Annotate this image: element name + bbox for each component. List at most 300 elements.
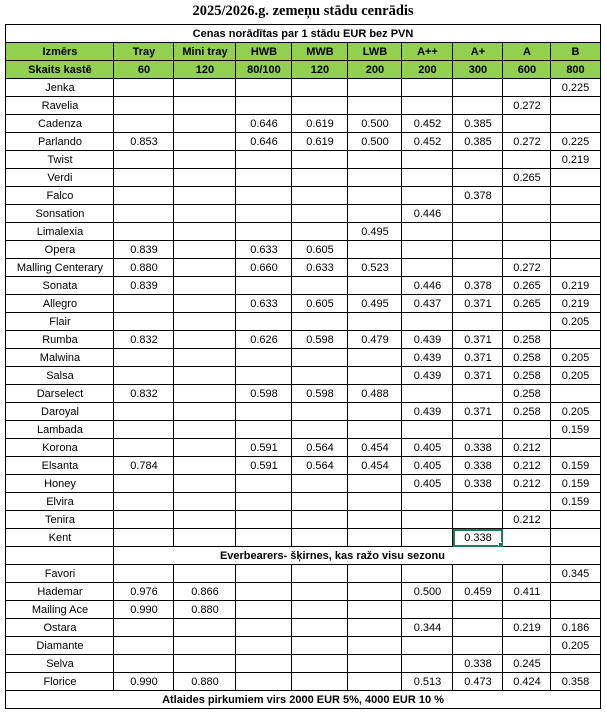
price-cell[interactable]: 0.495 <box>348 295 402 313</box>
price-cell[interactable] <box>348 151 402 169</box>
variety-name[interactable]: Daroyal <box>6 403 114 421</box>
price-cell[interactable]: 0.258 <box>503 367 551 385</box>
price-cell[interactable] <box>453 421 503 439</box>
price-cell[interactable]: 0.853 <box>114 133 174 151</box>
price-cell[interactable]: 0.159 <box>551 493 600 511</box>
price-cell[interactable] <box>503 313 551 331</box>
price-cell[interactable]: 0.605 <box>292 295 348 313</box>
price-cell[interactable] <box>503 223 551 241</box>
price-cell[interactable] <box>114 115 174 133</box>
price-cell[interactable] <box>292 367 348 385</box>
variety-name[interactable]: Hademar <box>6 583 114 601</box>
price-cell[interactable] <box>292 529 348 547</box>
price-cell[interactable] <box>551 385 600 403</box>
price-cell[interactable] <box>348 367 402 385</box>
price-cell[interactable]: 0.591 <box>236 439 292 457</box>
price-cell[interactable]: 0.619 <box>292 115 348 133</box>
price-cell[interactable] <box>292 601 348 619</box>
price-cell[interactable]: 0.646 <box>236 133 292 151</box>
variety-name[interactable]: Malling Centerary <box>6 259 114 277</box>
price-cell[interactable] <box>551 583 600 601</box>
variety-name[interactable]: Parlando <box>6 133 114 151</box>
price-cell[interactable] <box>453 241 503 259</box>
price-cell[interactable]: 0.358 <box>551 673 600 691</box>
price-cell[interactable]: 0.839 <box>114 277 174 295</box>
price-cell[interactable] <box>402 97 453 115</box>
variety-name[interactable]: Opera <box>6 241 114 259</box>
price-cell[interactable] <box>292 421 348 439</box>
price-cell[interactable] <box>174 259 236 277</box>
variety-name[interactable]: Rumba <box>6 331 114 349</box>
price-cell[interactable] <box>174 205 236 223</box>
price-cell[interactable] <box>292 205 348 223</box>
price-cell[interactable] <box>551 529 600 547</box>
price-cell[interactable]: 0.411 <box>503 583 551 601</box>
variety-name[interactable]: Salsa <box>6 367 114 385</box>
price-cell[interactable] <box>402 529 453 547</box>
variety-name[interactable]: Flair <box>6 313 114 331</box>
price-cell[interactable]: 0.159 <box>551 475 600 493</box>
price-cell[interactable]: 0.500 <box>348 115 402 133</box>
price-cell[interactable]: 0.186 <box>551 619 600 637</box>
price-cell[interactable] <box>236 349 292 367</box>
price-cell[interactable] <box>114 493 174 511</box>
price-cell[interactable]: 0.212 <box>503 511 551 529</box>
price-cell[interactable] <box>174 223 236 241</box>
price-cell[interactable] <box>348 349 402 367</box>
price-cell[interactable] <box>174 187 236 205</box>
price-cell[interactable] <box>348 277 402 295</box>
price-cell[interactable]: 0.598 <box>292 331 348 349</box>
price-cell[interactable] <box>292 313 348 331</box>
price-cell[interactable] <box>402 601 453 619</box>
price-cell[interactable]: 0.626 <box>236 331 292 349</box>
price-cell[interactable] <box>292 223 348 241</box>
price-cell[interactable]: 0.439 <box>402 403 453 421</box>
price-cell[interactable]: 0.272 <box>503 133 551 151</box>
price-cell[interactable] <box>114 655 174 673</box>
price-cell[interactable] <box>348 187 402 205</box>
price-cell[interactable]: 0.405 <box>402 457 453 475</box>
price-cell[interactable] <box>292 403 348 421</box>
price-cell[interactable]: 0.258 <box>503 349 551 367</box>
variety-name[interactable]: Honey <box>6 475 114 493</box>
price-cell[interactable]: 0.265 <box>503 295 551 313</box>
variety-name[interactable]: Darselect <box>6 385 114 403</box>
price-cell[interactable]: 0.646 <box>236 115 292 133</box>
price-cell[interactable] <box>551 223 600 241</box>
price-cell[interactable] <box>402 187 453 205</box>
variety-name[interactable]: Ostara <box>6 619 114 637</box>
price-cell[interactable] <box>174 169 236 187</box>
price-cell[interactable] <box>402 655 453 673</box>
price-cell[interactable]: 0.258 <box>503 385 551 403</box>
price-cell[interactable] <box>114 79 174 97</box>
price-cell[interactable] <box>174 421 236 439</box>
price-cell[interactable] <box>453 313 503 331</box>
price-cell[interactable] <box>236 637 292 655</box>
price-cell[interactable]: 0.591 <box>236 457 292 475</box>
price-cell[interactable]: 0.446 <box>402 277 453 295</box>
price-cell[interactable] <box>402 421 453 439</box>
price-cell[interactable] <box>348 619 402 637</box>
variety-name[interactable]: Sonata <box>6 277 114 295</box>
price-cell[interactable] <box>236 187 292 205</box>
price-cell[interactable] <box>402 565 453 583</box>
price-cell[interactable]: 0.219 <box>551 295 600 313</box>
price-cell[interactable] <box>453 511 503 529</box>
price-cell[interactable] <box>551 331 600 349</box>
price-cell[interactable]: 0.459 <box>453 583 503 601</box>
price-cell[interactable] <box>236 97 292 115</box>
price-cell[interactable]: 0.473 <box>453 673 503 691</box>
price-cell[interactable] <box>503 529 551 547</box>
price-cell[interactable]: 0.839 <box>114 241 174 259</box>
price-cell[interactable] <box>453 97 503 115</box>
price-cell[interactable] <box>114 475 174 493</box>
price-cell[interactable] <box>236 169 292 187</box>
price-cell[interactable] <box>551 655 600 673</box>
price-cell[interactable] <box>551 187 600 205</box>
price-cell[interactable]: 0.880 <box>174 673 236 691</box>
price-cell[interactable] <box>348 421 402 439</box>
price-cell[interactable] <box>236 313 292 331</box>
price-cell[interactable] <box>236 421 292 439</box>
variety-name[interactable]: Twist <box>6 151 114 169</box>
price-cell[interactable] <box>348 673 402 691</box>
price-cell[interactable] <box>114 349 174 367</box>
price-cell[interactable] <box>174 403 236 421</box>
price-cell[interactable]: 0.371 <box>453 367 503 385</box>
price-cell[interactable]: 0.219 <box>503 619 551 637</box>
price-cell[interactable] <box>348 511 402 529</box>
price-cell[interactable] <box>114 529 174 547</box>
price-cell[interactable] <box>348 583 402 601</box>
price-cell[interactable] <box>348 403 402 421</box>
price-cell[interactable]: 0.159 <box>551 421 600 439</box>
price-cell[interactable] <box>402 151 453 169</box>
price-cell[interactable]: 0.500 <box>348 133 402 151</box>
price-cell[interactable]: 0.513 <box>402 673 453 691</box>
price-cell[interactable]: 0.633 <box>292 259 348 277</box>
price-cell[interactable] <box>292 619 348 637</box>
price-cell[interactable] <box>114 151 174 169</box>
price-cell[interactable] <box>114 97 174 115</box>
price-cell[interactable] <box>174 493 236 511</box>
variety-name[interactable]: Mailing Ace <box>6 601 114 619</box>
variety-name[interactable]: Malwina <box>6 349 114 367</box>
price-cell[interactable] <box>174 511 236 529</box>
variety-name[interactable]: Verdi <box>6 169 114 187</box>
price-cell[interactable] <box>292 475 348 493</box>
price-cell[interactable] <box>174 79 236 97</box>
price-cell[interactable] <box>174 313 236 331</box>
price-cell[interactable] <box>174 133 236 151</box>
price-cell[interactable]: 0.832 <box>114 331 174 349</box>
price-cell[interactable]: 0.633 <box>236 295 292 313</box>
price-cell[interactable] <box>174 385 236 403</box>
price-cell[interactable] <box>174 655 236 673</box>
price-cell[interactable]: 0.219 <box>551 151 600 169</box>
price-cell[interactable]: 0.866 <box>174 583 236 601</box>
price-cell[interactable] <box>402 385 453 403</box>
price-cell[interactable] <box>453 79 503 97</box>
price-cell[interactable] <box>292 277 348 295</box>
variety-name[interactable]: Sonsation <box>6 205 114 223</box>
price-cell[interactable]: 0.439 <box>402 367 453 385</box>
price-cell[interactable]: 0.488 <box>348 385 402 403</box>
price-cell[interactable]: 0.832 <box>114 385 174 403</box>
price-cell[interactable]: 0.225 <box>551 79 600 97</box>
price-cell[interactable]: 0.378 <box>453 277 503 295</box>
price-cell[interactable] <box>453 205 503 223</box>
price-cell[interactable] <box>453 493 503 511</box>
price-cell[interactable] <box>453 565 503 583</box>
price-cell[interactable] <box>503 421 551 439</box>
price-cell[interactable] <box>174 637 236 655</box>
price-cell[interactable]: 0.219 <box>551 277 600 295</box>
price-cell[interactable] <box>292 169 348 187</box>
price-cell[interactable]: 0.454 <box>348 439 402 457</box>
price-cell[interactable] <box>292 565 348 583</box>
price-cell[interactable] <box>292 349 348 367</box>
price-cell[interactable]: 0.378 <box>453 187 503 205</box>
price-cell[interactable] <box>114 295 174 313</box>
price-cell[interactable]: 0.385 <box>453 133 503 151</box>
price-cell[interactable] <box>236 223 292 241</box>
price-cell[interactable] <box>402 169 453 187</box>
price-cell[interactable]: 0.564 <box>292 439 348 457</box>
price-cell[interactable] <box>402 259 453 277</box>
price-cell[interactable]: 0.338 <box>453 529 503 547</box>
price-cell[interactable]: 0.479 <box>348 331 402 349</box>
price-cell[interactable] <box>114 205 174 223</box>
price-cell[interactable]: 0.159 <box>551 457 600 475</box>
price-cell[interactable] <box>114 637 174 655</box>
price-cell[interactable] <box>348 655 402 673</box>
price-cell[interactable]: 0.212 <box>503 475 551 493</box>
price-cell[interactable]: 0.495 <box>348 223 402 241</box>
price-cell[interactable] <box>348 475 402 493</box>
price-cell[interactable] <box>453 259 503 277</box>
price-cell[interactable]: 0.371 <box>453 349 503 367</box>
price-cell[interactable]: 0.452 <box>402 133 453 151</box>
price-cell[interactable]: 0.205 <box>551 349 600 367</box>
price-cell[interactable] <box>503 79 551 97</box>
price-cell[interactable]: 0.338 <box>453 655 503 673</box>
price-cell[interactable]: 0.619 <box>292 133 348 151</box>
price-cell[interactable]: 0.880 <box>174 601 236 619</box>
price-cell[interactable] <box>503 151 551 169</box>
price-cell[interactable] <box>292 97 348 115</box>
price-cell[interactable] <box>114 223 174 241</box>
price-cell[interactable] <box>551 601 600 619</box>
price-cell[interactable]: 0.205 <box>551 637 600 655</box>
price-cell[interactable]: 0.212 <box>503 439 551 457</box>
price-cell[interactable] <box>236 601 292 619</box>
price-cell[interactable] <box>174 565 236 583</box>
price-cell[interactable]: 0.205 <box>551 367 600 385</box>
price-cell[interactable] <box>292 151 348 169</box>
price-cell[interactable]: 0.446 <box>402 205 453 223</box>
price-cell[interactable]: 0.523 <box>348 259 402 277</box>
price-cell[interactable] <box>503 493 551 511</box>
price-cell[interactable] <box>292 511 348 529</box>
price-cell[interactable]: 0.598 <box>292 385 348 403</box>
price-cell[interactable]: 0.265 <box>503 169 551 187</box>
price-cell[interactable]: 0.880 <box>114 259 174 277</box>
price-cell[interactable] <box>114 619 174 637</box>
price-cell[interactable] <box>236 79 292 97</box>
price-cell[interactable] <box>236 493 292 511</box>
price-cell[interactable] <box>453 223 503 241</box>
price-cell[interactable]: 0.258 <box>503 403 551 421</box>
price-cell[interactable] <box>292 187 348 205</box>
price-cell[interactable]: 0.405 <box>402 439 453 457</box>
price-cell[interactable] <box>348 529 402 547</box>
price-cell[interactable] <box>402 223 453 241</box>
price-cell[interactable] <box>236 529 292 547</box>
price-cell[interactable] <box>453 151 503 169</box>
price-cell[interactable]: 0.405 <box>402 475 453 493</box>
price-cell[interactable]: 0.245 <box>503 655 551 673</box>
price-cell[interactable] <box>402 79 453 97</box>
price-cell[interactable]: 0.205 <box>551 403 600 421</box>
price-cell[interactable]: 0.990 <box>114 673 174 691</box>
price-cell[interactable] <box>551 241 600 259</box>
price-cell[interactable] <box>551 511 600 529</box>
price-cell[interactable] <box>174 439 236 457</box>
price-cell[interactable]: 0.338 <box>453 457 503 475</box>
price-cell[interactable]: 0.452 <box>402 115 453 133</box>
price-cell[interactable] <box>348 313 402 331</box>
price-cell[interactable] <box>114 313 174 331</box>
variety-name[interactable]: Diamante <box>6 637 114 655</box>
price-cell[interactable] <box>236 655 292 673</box>
price-cell[interactable] <box>174 241 236 259</box>
price-cell[interactable] <box>503 205 551 223</box>
price-cell[interactable] <box>551 439 600 457</box>
price-cell[interactable]: 0.338 <box>453 439 503 457</box>
price-cell[interactable] <box>292 637 348 655</box>
price-cell[interactable]: 0.990 <box>114 601 174 619</box>
price-cell[interactable]: 0.454 <box>348 457 402 475</box>
price-cell[interactable] <box>348 79 402 97</box>
price-cell[interactable] <box>236 565 292 583</box>
price-cell[interactable] <box>174 529 236 547</box>
price-cell[interactable] <box>236 619 292 637</box>
price-cell[interactable] <box>503 115 551 133</box>
price-cell[interactable] <box>503 565 551 583</box>
price-cell[interactable]: 0.272 <box>503 97 551 115</box>
price-cell[interactable]: 0.633 <box>236 241 292 259</box>
price-cell[interactable] <box>236 583 292 601</box>
price-cell[interactable] <box>174 619 236 637</box>
price-cell[interactable] <box>348 241 402 259</box>
price-cell[interactable] <box>503 241 551 259</box>
price-cell[interactable] <box>174 295 236 313</box>
price-cell[interactable] <box>348 205 402 223</box>
price-cell[interactable]: 0.258 <box>503 331 551 349</box>
price-cell[interactable]: 0.437 <box>402 295 453 313</box>
price-cell[interactable]: 0.385 <box>453 115 503 133</box>
price-cell[interactable]: 0.439 <box>402 349 453 367</box>
price-cell[interactable]: 0.564 <box>292 457 348 475</box>
price-cell[interactable] <box>503 601 551 619</box>
price-cell[interactable]: 0.272 <box>503 259 551 277</box>
price-cell[interactable] <box>453 619 503 637</box>
variety-name[interactable]: Falco <box>6 187 114 205</box>
price-cell[interactable] <box>114 439 174 457</box>
price-cell[interactable] <box>551 115 600 133</box>
price-cell[interactable] <box>114 511 174 529</box>
variety-name[interactable]: Limalexia <box>6 223 114 241</box>
price-cell[interactable] <box>114 565 174 583</box>
price-cell[interactable] <box>236 367 292 385</box>
price-cell[interactable] <box>292 583 348 601</box>
price-cell[interactable]: 0.265 <box>503 277 551 295</box>
price-cell[interactable]: 0.439 <box>402 331 453 349</box>
price-cell[interactable] <box>292 79 348 97</box>
price-cell[interactable] <box>551 169 600 187</box>
variety-name[interactable]: Allegro <box>6 295 114 313</box>
price-cell[interactable]: 0.784 <box>114 457 174 475</box>
variety-name[interactable]: Korona <box>6 439 114 457</box>
price-cell[interactable] <box>236 511 292 529</box>
price-cell[interactable] <box>348 601 402 619</box>
price-cell[interactable]: 0.976 <box>114 583 174 601</box>
price-cell[interactable] <box>348 169 402 187</box>
price-cell[interactable] <box>348 493 402 511</box>
price-cell[interactable] <box>174 97 236 115</box>
variety-name[interactable]: Kent <box>6 529 114 547</box>
price-cell[interactable] <box>236 475 292 493</box>
price-cell[interactable] <box>174 475 236 493</box>
price-cell[interactable] <box>503 637 551 655</box>
price-cell[interactable] <box>236 151 292 169</box>
price-cell[interactable] <box>114 169 174 187</box>
price-cell[interactable] <box>453 385 503 403</box>
price-cell[interactable]: 0.500 <box>402 583 453 601</box>
variety-name[interactable]: Elvira <box>6 493 114 511</box>
price-cell[interactable]: 0.424 <box>503 673 551 691</box>
price-cell[interactable] <box>402 241 453 259</box>
price-cell[interactable] <box>174 457 236 475</box>
price-cell[interactable] <box>174 367 236 385</box>
variety-name[interactable]: Ravelia <box>6 97 114 115</box>
price-cell[interactable]: 0.345 <box>551 565 600 583</box>
price-cell[interactable] <box>174 331 236 349</box>
variety-name[interactable]: Selva <box>6 655 114 673</box>
price-cell[interactable] <box>402 313 453 331</box>
variety-name[interactable]: Jenka <box>6 79 114 97</box>
price-cell[interactable] <box>551 97 600 115</box>
price-cell[interactable]: 0.205 <box>551 313 600 331</box>
price-cell[interactable] <box>292 673 348 691</box>
variety-name[interactable]: Favori <box>6 565 114 583</box>
variety-name[interactable]: Lambada <box>6 421 114 439</box>
price-cell[interactable]: 0.660 <box>236 259 292 277</box>
price-cell[interactable] <box>348 637 402 655</box>
variety-name[interactable]: Florice <box>6 673 114 691</box>
price-cell[interactable] <box>292 655 348 673</box>
price-cell[interactable] <box>236 673 292 691</box>
price-cell[interactable] <box>236 205 292 223</box>
price-cell[interactable]: 0.338 <box>453 475 503 493</box>
variety-name[interactable]: Elsanta <box>6 457 114 475</box>
variety-name[interactable]: Cadenza <box>6 115 114 133</box>
price-cell[interactable]: 0.605 <box>292 241 348 259</box>
